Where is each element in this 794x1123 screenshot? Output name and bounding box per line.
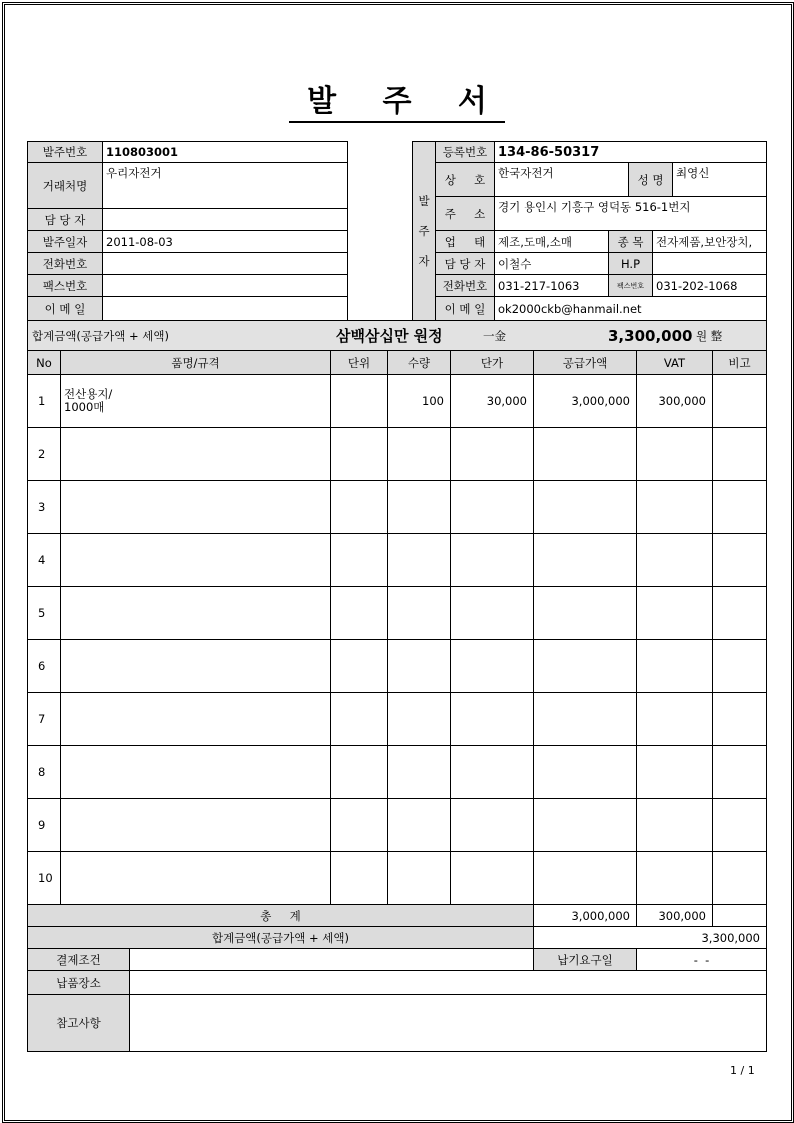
address-label: 주 소: [435, 196, 495, 231]
supplier-email-value: ok2000ckb@hanmail.net: [494, 296, 767, 321]
item-cell-unit: [330, 586, 388, 640]
item-cell-unit: [330, 374, 388, 428]
item-cell-qty: [387, 480, 451, 534]
item-cell-name: 전산용지/ 1000매: [60, 374, 331, 428]
manager-value: [102, 208, 348, 231]
item-cell-no: 2: [27, 427, 61, 481]
column-header-no: No: [27, 350, 61, 375]
item-cell-name: [60, 798, 331, 852]
biz-item-value: 전자제품,보안장치,: [652, 230, 767, 253]
item-cell-qty: [387, 851, 451, 905]
item-cell-vat: 300,000: [636, 374, 713, 428]
item-cell-note: [712, 798, 767, 852]
item-cell-qty: 100: [387, 374, 451, 428]
column-header-price: 단가: [450, 350, 534, 375]
item-cell-no: 8: [27, 745, 61, 799]
total-vat: 300,000: [636, 904, 713, 927]
delivery-place-value: [129, 970, 767, 995]
item-cell-note: [712, 745, 767, 799]
item-cell-vat: [636, 692, 713, 746]
column-header-qty: 수량: [387, 350, 451, 375]
company-value: 한국자전거: [494, 162, 629, 197]
item-cell-supply: [533, 692, 637, 746]
item-cell-unit: [330, 745, 388, 799]
supplier-fax-label: 팩스번호: [608, 274, 653, 297]
item-cell-name: [60, 692, 331, 746]
item-cell-name: [60, 480, 331, 534]
item-cell-vat: [636, 798, 713, 852]
reg-label: 등록번호: [435, 141, 495, 163]
supplier-phone-value: 031-217-1063: [494, 274, 609, 297]
item-cell-unit: [330, 851, 388, 905]
item-cell-price: [450, 798, 534, 852]
item-cell-price: [450, 586, 534, 640]
item-cell-vat: [636, 639, 713, 693]
name-value: 최영신: [672, 162, 767, 197]
remarks-value: [129, 994, 767, 1052]
payment-value: [129, 948, 534, 971]
item-cell-supply: [533, 480, 637, 534]
item-cell-unit: [330, 480, 388, 534]
column-header-vat: VAT: [636, 350, 713, 375]
item-cell-note: [712, 851, 767, 905]
item-cell-unit: [330, 533, 388, 587]
reg-value: 134-86-50317: [494, 141, 767, 163]
item-cell-vat: [636, 586, 713, 640]
item-cell-note: [712, 639, 767, 693]
item-cell-price: [450, 851, 534, 905]
total-label: 총 계: [27, 904, 534, 927]
item-cell-supply: [533, 851, 637, 905]
item-cell-name: [60, 745, 331, 799]
company-label: 상 호: [435, 162, 495, 197]
total-amount-value: 3,300,000: [608, 326, 693, 345]
item-cell-note: [712, 586, 767, 640]
page-number: 1 / 1: [730, 1064, 755, 1077]
supplier-fax-value: 031-202-1068: [652, 274, 767, 297]
item-cell-unit: [330, 692, 388, 746]
address-value: 경기 용인시 기흥구 영덕동 516-1번지: [494, 196, 767, 231]
item-cell-no: 9: [27, 798, 61, 852]
item-cell-no: 7: [27, 692, 61, 746]
client-label: 거래처명: [27, 162, 103, 209]
remarks-label: 참고사항: [27, 994, 130, 1052]
grand-total-label: 합계금액(공급가액 + 세액): [27, 926, 534, 949]
delivery-place-label: 납품장소: [27, 970, 130, 995]
document-title: 발 주 서: [0, 76, 794, 120]
item-cell-name: [60, 427, 331, 481]
name-label: 성 명: [628, 162, 673, 197]
email-label: 이 메 일: [27, 296, 103, 321]
item-cell-qty: [387, 745, 451, 799]
column-header-supply: 공급가액: [533, 350, 637, 375]
client-value: 우리자전거: [102, 162, 348, 209]
item-cell-vat: [636, 851, 713, 905]
item-cell-price: [450, 745, 534, 799]
total-amount-korean: 삼백삼십만 원정: [336, 327, 443, 345]
date-value: 2011-08-03: [102, 230, 348, 253]
order-no-value: 110803001: [102, 141, 348, 163]
phone-label: 전화번호: [27, 252, 103, 275]
supplier-side-label: 발 주 자: [412, 141, 436, 321]
item-cell-vat: [636, 427, 713, 481]
email-value: [102, 296, 348, 321]
item-cell-unit: [330, 798, 388, 852]
item-cell-supply: [533, 427, 637, 481]
item-cell-supply: [533, 745, 637, 799]
phone-value: [102, 252, 348, 275]
item-cell-supply: [533, 586, 637, 640]
total-amount-suffix: 원 整: [696, 328, 723, 343]
item-cell-note: [712, 427, 767, 481]
item-cell-vat: [636, 480, 713, 534]
item-cell-supply: [533, 639, 637, 693]
item-cell-name: [60, 851, 331, 905]
item-cell-qty: [387, 692, 451, 746]
item-cell-note: [712, 374, 767, 428]
supplier-phone-label: 전화번호: [435, 274, 495, 297]
item-cell-price: [450, 639, 534, 693]
hp-label: H.P: [608, 252, 653, 275]
item-cell-name: [60, 533, 331, 587]
fax-value: [102, 274, 348, 297]
item-cell-qty: [387, 427, 451, 481]
item-cell-note: [712, 533, 767, 587]
item-cell-note: [712, 692, 767, 746]
total-supply: 3,000,000: [533, 904, 637, 927]
payment-label: 결제조건: [27, 948, 130, 971]
total-note: [712, 904, 767, 927]
item-cell-supply: 3,000,000: [533, 374, 637, 428]
item-cell-no: 5: [27, 586, 61, 640]
item-cell-no: 3: [27, 480, 61, 534]
column-header-unit: 단위: [330, 350, 388, 375]
hp-value: [652, 252, 767, 275]
column-header-name: 품명/규격: [60, 350, 331, 375]
total-amount-bar: [27, 320, 767, 351]
supplier-manager-label: 담 당 자: [435, 252, 495, 275]
item-cell-no: 10: [27, 851, 61, 905]
item-cell-name: [60, 639, 331, 693]
item-cell-price: 30,000: [450, 374, 534, 428]
item-cell-vat: [636, 745, 713, 799]
item-cell-price: [450, 692, 534, 746]
item-cell-note: [712, 480, 767, 534]
manager-label: 담 당 자: [27, 208, 103, 231]
item-cell-supply: [533, 798, 637, 852]
item-cell-price: [450, 427, 534, 481]
total-amount-label: 합계금액(공급가액 + 세액): [32, 328, 170, 343]
item-cell-price: [450, 533, 534, 587]
total-amount-prefix: 一金: [483, 328, 506, 343]
biz-type-value: 제조,도매,소매: [494, 230, 609, 253]
supplier-manager-value: 이철수: [494, 252, 609, 275]
item-cell-no: 6: [27, 639, 61, 693]
item-cell-qty: [387, 533, 451, 587]
order-no-label: 발주번호: [27, 141, 103, 163]
item-cell-no: 1: [27, 374, 61, 428]
supplier-email-label: 이 메 일: [435, 296, 495, 321]
item-cell-qty: [387, 798, 451, 852]
item-cell-unit: [330, 639, 388, 693]
column-header-note: 비고: [712, 350, 767, 375]
item-cell-vat: [636, 533, 713, 587]
item-cell-supply: [533, 533, 637, 587]
due-date-label: 납기요구일: [533, 948, 637, 971]
due-date-value: - -: [636, 948, 767, 971]
item-cell-qty: [387, 586, 451, 640]
biz-item-label: 종 목: [608, 230, 653, 253]
fax-label: 팩스번호: [27, 274, 103, 297]
biz-type-label: 업 태: [435, 230, 495, 253]
item-cell-name: [60, 586, 331, 640]
grand-total-value: 3,300,000: [533, 926, 767, 949]
item-cell-price: [450, 480, 534, 534]
item-cell-unit: [330, 427, 388, 481]
date-label: 발주일자: [27, 230, 103, 253]
item-cell-no: 4: [27, 533, 61, 587]
item-cell-qty: [387, 639, 451, 693]
